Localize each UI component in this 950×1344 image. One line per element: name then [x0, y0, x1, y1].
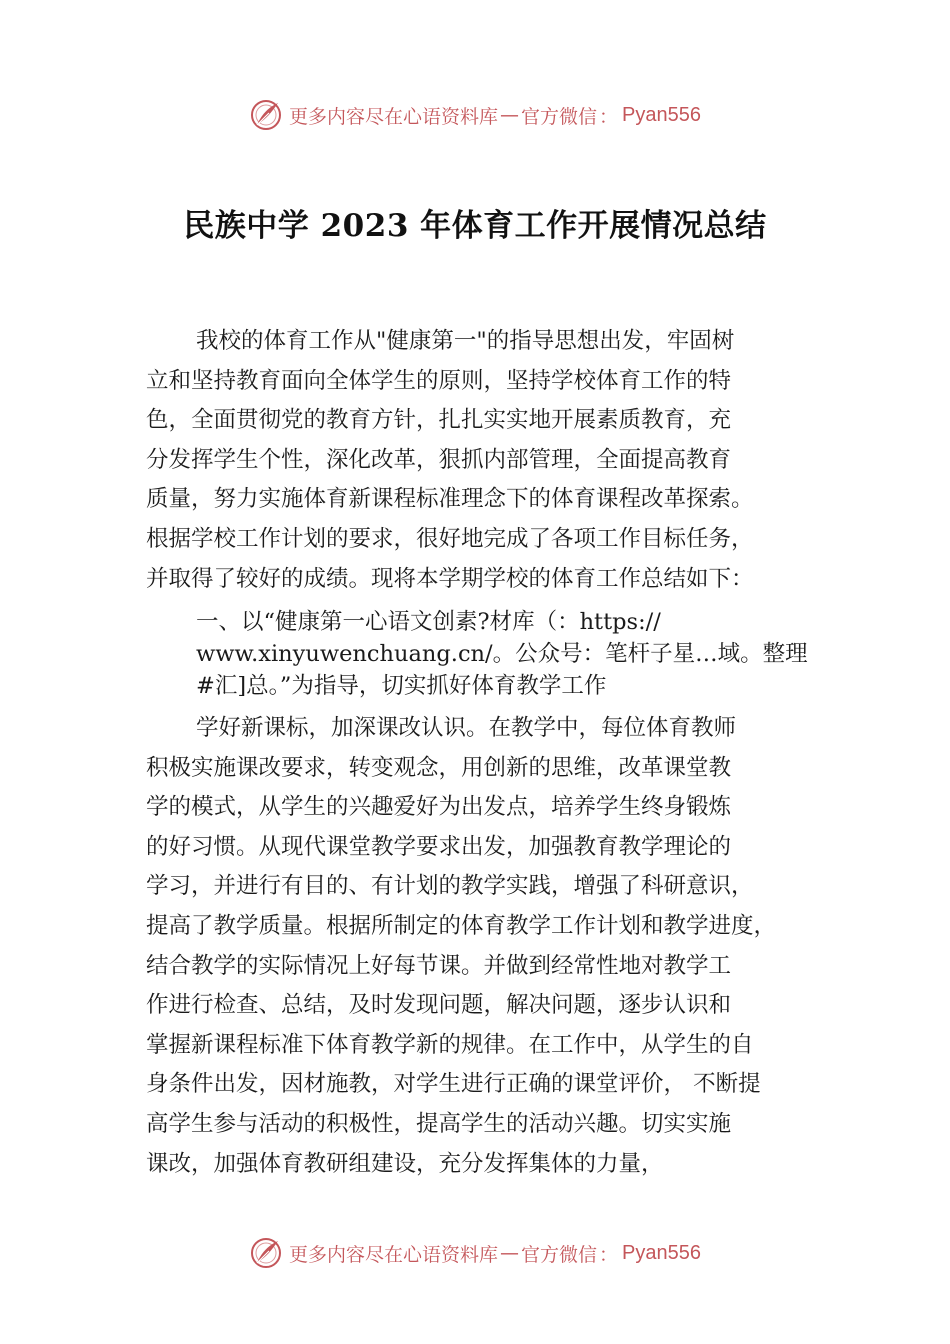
paragraph-intro	[146, 322, 836, 599]
text-line: 并取得了较好的成绩。现将本学期学校的体育工作总结如下：	[146, 565, 754, 592]
text-line: 积极实施课改要求，转变观念，用创新的思维，改革课堂教	[146, 754, 732, 781]
feather-quill-logo-icon	[249, 1236, 283, 1270]
banner-wechat-id: Pyan556	[622, 103, 701, 126]
text-line: 色，全面贯彻党的教育方针，扎扎实实地开展素质教育，充	[146, 407, 732, 434]
banner-slogan: 更多内容尽在心语资料库	[288, 105, 498, 128]
text-line: 质量，努力实施体育新课程标准理念下的体育课程改革探索。	[146, 486, 754, 513]
text-line: 课改，加强体育教研组建设，充分发挥集体的力量，	[146, 1150, 664, 1177]
banner-colon: ：	[599, 1243, 619, 1266]
text-line: 高学生参与活动的积极性，提高学生的活动兴趣。切实实施	[146, 1110, 732, 1137]
banner-wechat-label: 官方微信	[521, 1243, 598, 1266]
section-heading-1	[196, 606, 856, 702]
text-line: 作进行检查、总结，及时发现问题，解决问题，逐步认识和	[146, 992, 732, 1019]
text-line: 分发挥学生个性，深化改革，狠抓内部管理，全面提高教育	[146, 446, 732, 473]
banner-slogan: 更多内容尽在心语资料库	[288, 1243, 498, 1266]
heading-line: www.xinyuwenchuang.cn/。公众号：笔杆子星…域。整理	[196, 641, 808, 667]
banner-wechat-label: 官方微信	[521, 105, 598, 128]
document-title: 民族中学 2023 年体育工作开展情况总结	[183, 208, 767, 244]
text-line: 学习，并进行有目的、有计划的教学实践，增强了科研意识，	[146, 873, 754, 900]
banner-dash: —	[500, 104, 519, 126]
text-line: 掌握新课程标准下体育教学新的规律。在工作中，从学生的自	[146, 1031, 754, 1058]
text-line: 根据学校工作计划的要求，很好地完成了各项工作目标任务，	[146, 525, 754, 552]
banner-colon: ：	[599, 105, 619, 128]
text-line: 学的模式，从学生的兴趣爱好为出发点，培养学生终身锻炼	[146, 794, 732, 821]
text-line: 提高了教学质量。根据所制定的体育教学工作计划和教学进度，	[146, 912, 777, 939]
text-line: 我校的体育工作从"健康第一"的指导思想出发，牢固树	[196, 328, 735, 354]
banner-dash: —	[500, 1242, 519, 1264]
footer-banner	[0, 1233, 950, 1273]
feather-quill-logo-icon	[249, 98, 283, 132]
text-line: 的好习惯。从现代课堂教学要求出发，加强教育教学理论的	[146, 833, 732, 860]
text-line: 身条件出发，因材施教，对学生进行正确的课堂评价， 不断提	[146, 1071, 761, 1098]
text-line: 结合教学的实际情况上好每节课。并做到经常性地对教学工	[146, 952, 732, 979]
banner-wechat-id: Pyan556	[622, 1241, 701, 1264]
paragraph-teaching	[146, 709, 836, 1184]
text-line: 立和坚持教育面向全体学生的原则，坚持学校体育工作的特	[146, 367, 732, 394]
header-banner	[0, 95, 950, 135]
heading-line: #汇]总。”为指导，切实抓好体育教学工作	[196, 673, 607, 699]
heading-line: 一、以“健康第一心语文创素?材库（：https://	[196, 609, 661, 635]
text-line: 学好新课标，加深课改认识。在教学中，每位体育教师	[196, 715, 737, 741]
